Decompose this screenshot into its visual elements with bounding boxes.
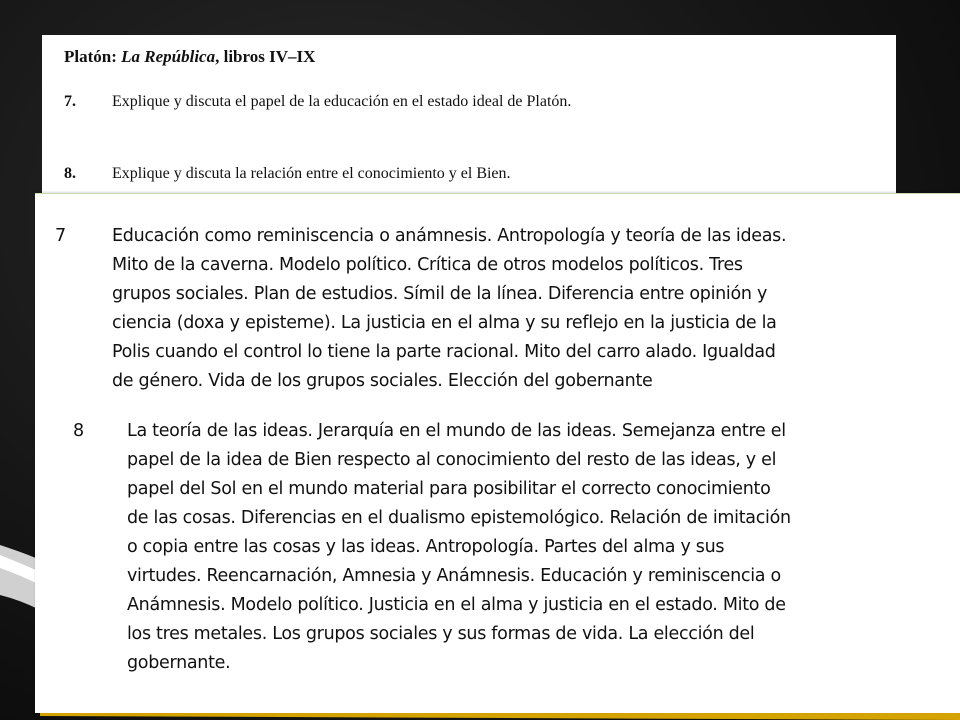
answer-text: La teoría de las ideas. Jerarquía en el mundo de las ideas. Semejanza entre el papel de la idea de Bien respecto al conocimiento del resto de las ideas, y el papel del Sol en el mundo material para posibilitar el correcto conocimiento de las cosas. Diferencias en el dualismo epistemológico. Relación de imitación o copia entre las cosas y las ideas. Antropología. Partes del alma y sus virtudes. Reencarnación, Amnesia y Anámnesis. Educación y reminiscencia o Anámnesis. Modelo político. Justicia en el alma y justicia en el estado. Mito de los tres metales. Los grupos sociales y sus formas de vida. La elección del gobernante. xyxy=(127,421,791,673)
document-title xyxy=(64,47,315,67)
title-work: La República xyxy=(121,47,216,66)
answer-text: Educación como reminiscencia o anámnesis. Antropología y teoría de las ideas. Mito de la caverna. Modelo político. Crítica de otros modelos políticos. Tres grupos sociales. Plan de estudios. Símil de la línea. Diferencia entre opinión y ciencia (doxa y episteme). La justicia en el alma y su reflejo en la justicia de la Polis cuando el control lo tiene la parte racional. Mito del carro alado. Igualdad de género. Vida de los grupos sociales. Elección del gobernante xyxy=(112,226,787,391)
title-author: Platón: xyxy=(64,47,117,66)
answer-number: 8 xyxy=(73,421,84,441)
question-number: 7. xyxy=(64,93,76,110)
answer-number: 7 xyxy=(55,226,66,246)
question-number: 8. xyxy=(64,165,76,182)
question-text: Explique y discuta el papel de la educación en el estado ideal de Platón. xyxy=(112,93,572,110)
title-rest: , libros IV–IX xyxy=(215,47,316,66)
question-text: Explique y discuta la relación entre el conocimiento y el Bien. xyxy=(112,165,511,182)
document-excerpt xyxy=(42,35,896,195)
answers-card xyxy=(35,193,960,713)
